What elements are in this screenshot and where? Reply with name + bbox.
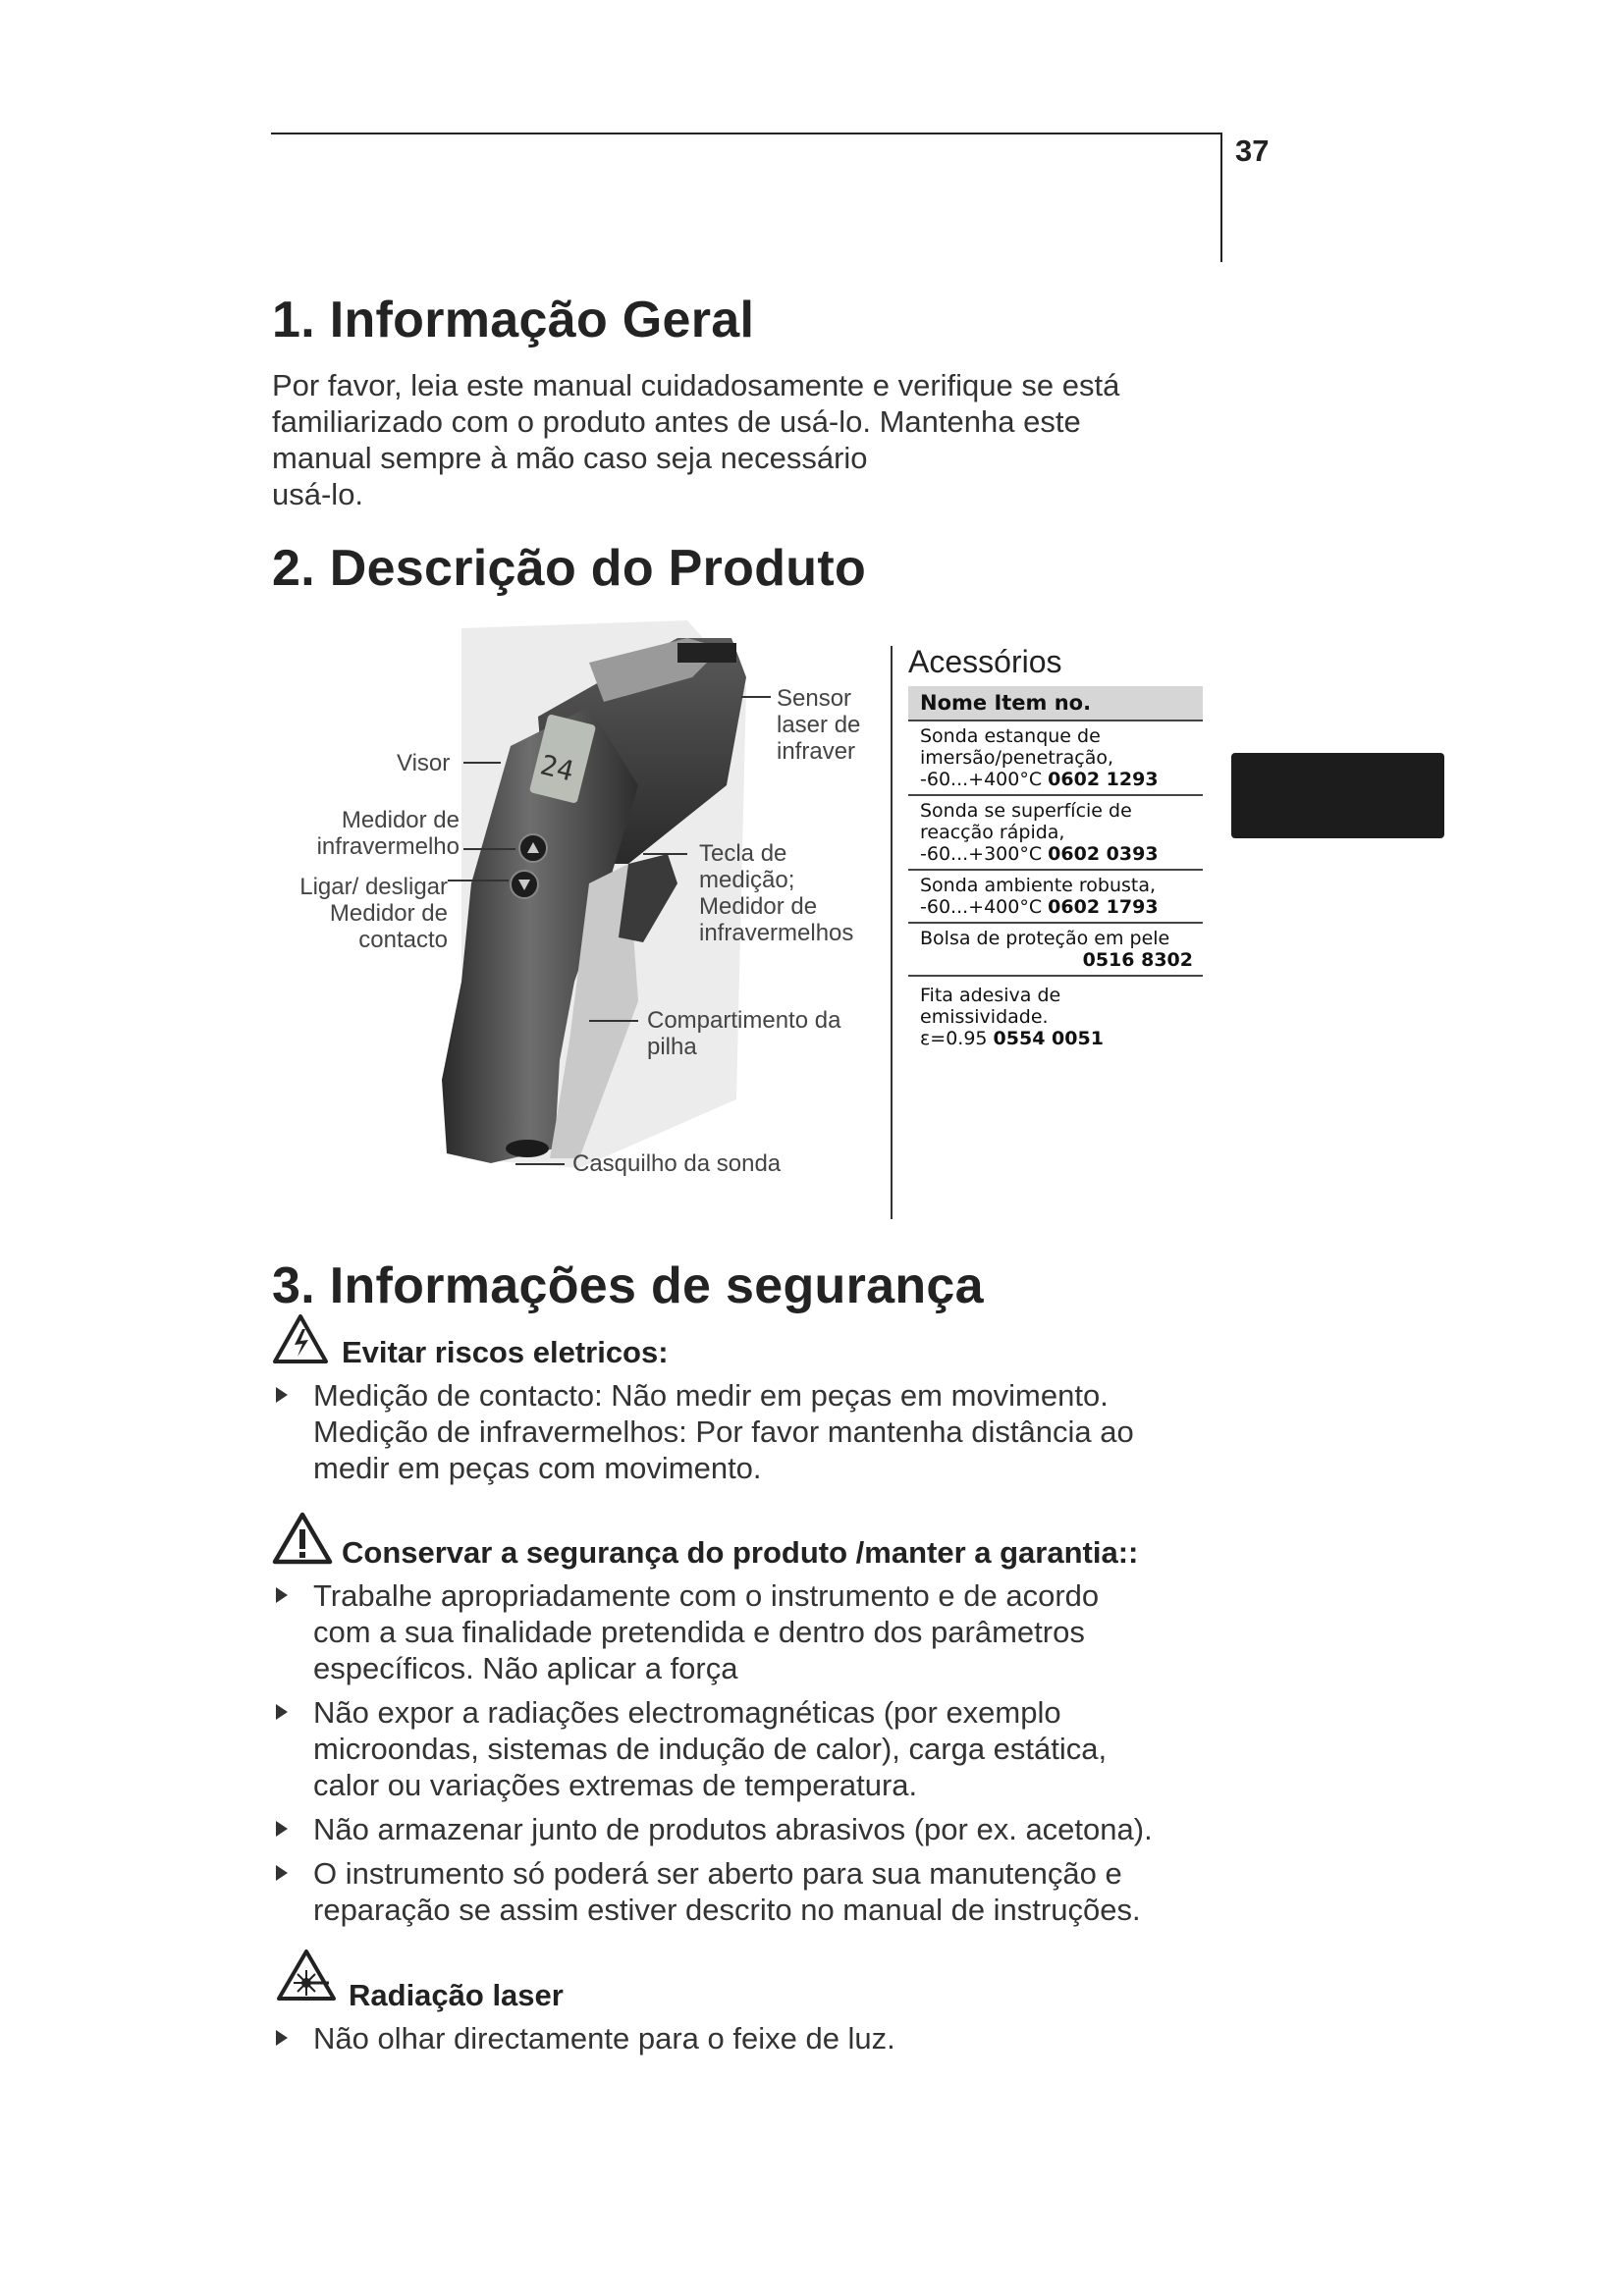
label-visor: Visor bbox=[397, 750, 451, 776]
accessory-code: 0602 0393 bbox=[1048, 843, 1159, 865]
label-line: medição; bbox=[699, 867, 795, 893]
product-safety-heading: Conservar a segurança do produto /manter a garantia:: bbox=[342, 1535, 1139, 1570]
label-line: infraver bbox=[777, 738, 856, 765]
label-battery-compartment bbox=[647, 1007, 840, 1060]
section-1-line: familiarizado com o produto antes de usá-lo. Mantenha este bbox=[272, 404, 1081, 439]
bullet-line: reparação se assim estiver descrito no manual de instruções. bbox=[313, 1893, 1141, 1927]
label-line: contacto bbox=[358, 927, 448, 953]
page-number: 37 bbox=[1235, 133, 1270, 168]
accessory-text: emissividade. bbox=[920, 1006, 1049, 1028]
laser-radiation-list bbox=[272, 2020, 1215, 2064]
accessories-divider bbox=[891, 646, 893, 1219]
accessory-code: 0554 0051 bbox=[993, 1028, 1104, 1049]
probe-socket bbox=[506, 1140, 549, 1157]
list-item bbox=[272, 1694, 1215, 1803]
label-line: Compartimento da bbox=[647, 1007, 841, 1034]
label-line: Medidor de bbox=[329, 900, 448, 927]
accessory-text: Sonda estanque de bbox=[920, 725, 1101, 747]
electric-hazard-heading: Evitar riscos eletricos: bbox=[342, 1335, 669, 1369]
label-probe-socket: Casquilho da sonda bbox=[572, 1150, 782, 1177]
label-power-switch bbox=[265, 874, 448, 953]
accessories-table bbox=[908, 686, 1203, 1053]
label-line: Sensor bbox=[777, 685, 852, 712]
product-safety-list bbox=[272, 1577, 1215, 1936]
label-line: Ligar/ desligar bbox=[299, 874, 448, 900]
bullet-line: Trabalhe apropriadamente com o instrumento e de acordo bbox=[313, 1578, 1100, 1613]
accessory-code: 0516 8302 bbox=[1082, 949, 1193, 971]
label-line: infravermelho bbox=[316, 833, 460, 860]
accessory-text: Bolsa de proteção em pele bbox=[920, 928, 1170, 949]
label-line: pilha bbox=[647, 1034, 697, 1060]
label-line: laser de bbox=[777, 712, 861, 738]
table-row bbox=[908, 976, 1203, 1053]
bullet-line: O instrumento só poderá ser aberto para sua manutenção e bbox=[313, 1856, 1122, 1891]
table-row bbox=[908, 795, 1203, 870]
label-line: infravermelhos bbox=[699, 920, 854, 946]
electric-hazard-list bbox=[272, 1377, 1215, 1494]
section-1-line: usá-lo. bbox=[272, 477, 364, 511]
section-2-title: 2. Descrição do Produto bbox=[272, 540, 867, 597]
section-1-title: 1. Informação Geral bbox=[272, 292, 755, 348]
accessory-text: reacção rápida, bbox=[920, 822, 1065, 843]
list-item bbox=[272, 1855, 1215, 1928]
list-item bbox=[272, 1377, 1215, 1486]
bullet-line: específicos. Não aplicar a força bbox=[313, 1651, 738, 1685]
table-row bbox=[908, 923, 1203, 976]
table-row bbox=[908, 721, 1203, 795]
accessory-text: -60...+400°C bbox=[920, 769, 1049, 790]
list-item bbox=[272, 2020, 1215, 2056]
accessories-title: Acessórios bbox=[908, 644, 1062, 679]
accessory-text: ε=0.95 bbox=[920, 1028, 994, 1049]
bullet-line: com a sua finalidade pretendida e dentro dos parâmetros bbox=[313, 1615, 1085, 1649]
accessories-header: Nome Item no. bbox=[908, 686, 1203, 721]
bullet-line: Não olhar directamente para o feixe de luz. bbox=[313, 2021, 895, 2056]
bullet-line: calor ou variações extremas de temperatura. bbox=[313, 1768, 918, 1802]
laser-radiation-icon bbox=[276, 1949, 337, 2002]
section-3-title: 3. Informações de segurança bbox=[272, 1257, 984, 1314]
section-1-line: manual sempre à mão caso seja necessário bbox=[272, 441, 868, 475]
label-infrared-meter bbox=[285, 807, 460, 860]
label-line: Medidor de bbox=[341, 807, 460, 833]
list-item bbox=[272, 1811, 1215, 1847]
accessory-text: -60...+300°C bbox=[920, 843, 1049, 865]
warning-icon bbox=[272, 1512, 333, 1565]
electric-hazard-icon bbox=[272, 1313, 329, 1364]
accessory-text: imersão/penetração, bbox=[920, 747, 1113, 769]
section-1-line: Por favor, leia este manual cuidadosamente e verifique se está bbox=[272, 368, 1120, 402]
accessory-code: 0602 1793 bbox=[1048, 896, 1159, 918]
accessory-text: Sonda ambiente robusta, bbox=[920, 875, 1157, 896]
label-measure-key bbox=[699, 840, 853, 946]
bullet-line: Medição de infravermelhos: Por favor mantenha distância ao bbox=[313, 1415, 1134, 1449]
laser-radiation-heading: Radiação laser bbox=[349, 1978, 564, 2012]
label-laser-sensor bbox=[777, 685, 860, 765]
display-reading: 24 bbox=[537, 748, 577, 788]
accessory-text: Fita adesiva de bbox=[920, 985, 1061, 1006]
list-item bbox=[272, 1577, 1215, 1686]
bullet-line: Não armazenar junto de produtos abrasivos (por ex. acetona). bbox=[313, 1812, 1153, 1846]
accessory-code: 0602 1293 bbox=[1048, 769, 1159, 790]
accessory-text: -60...+400°C bbox=[920, 896, 1049, 918]
bullet-line: Medição de contacto: Não medir em peças em movimento. bbox=[313, 1378, 1109, 1413]
label-line: Medidor de bbox=[699, 893, 818, 920]
bullet-line: Não expor a radiações electromagnéticas (por exemplo bbox=[313, 1695, 1061, 1730]
bullet-line: microondas, sistemas de indução de calor), carga estática, bbox=[313, 1732, 1108, 1766]
table-row bbox=[908, 870, 1203, 923]
label-line: Tecla de bbox=[699, 840, 787, 867]
bullet-line: medir em peças com movimento. bbox=[313, 1451, 762, 1485]
accessory-text: Sonda se superfície de bbox=[920, 800, 1132, 822]
